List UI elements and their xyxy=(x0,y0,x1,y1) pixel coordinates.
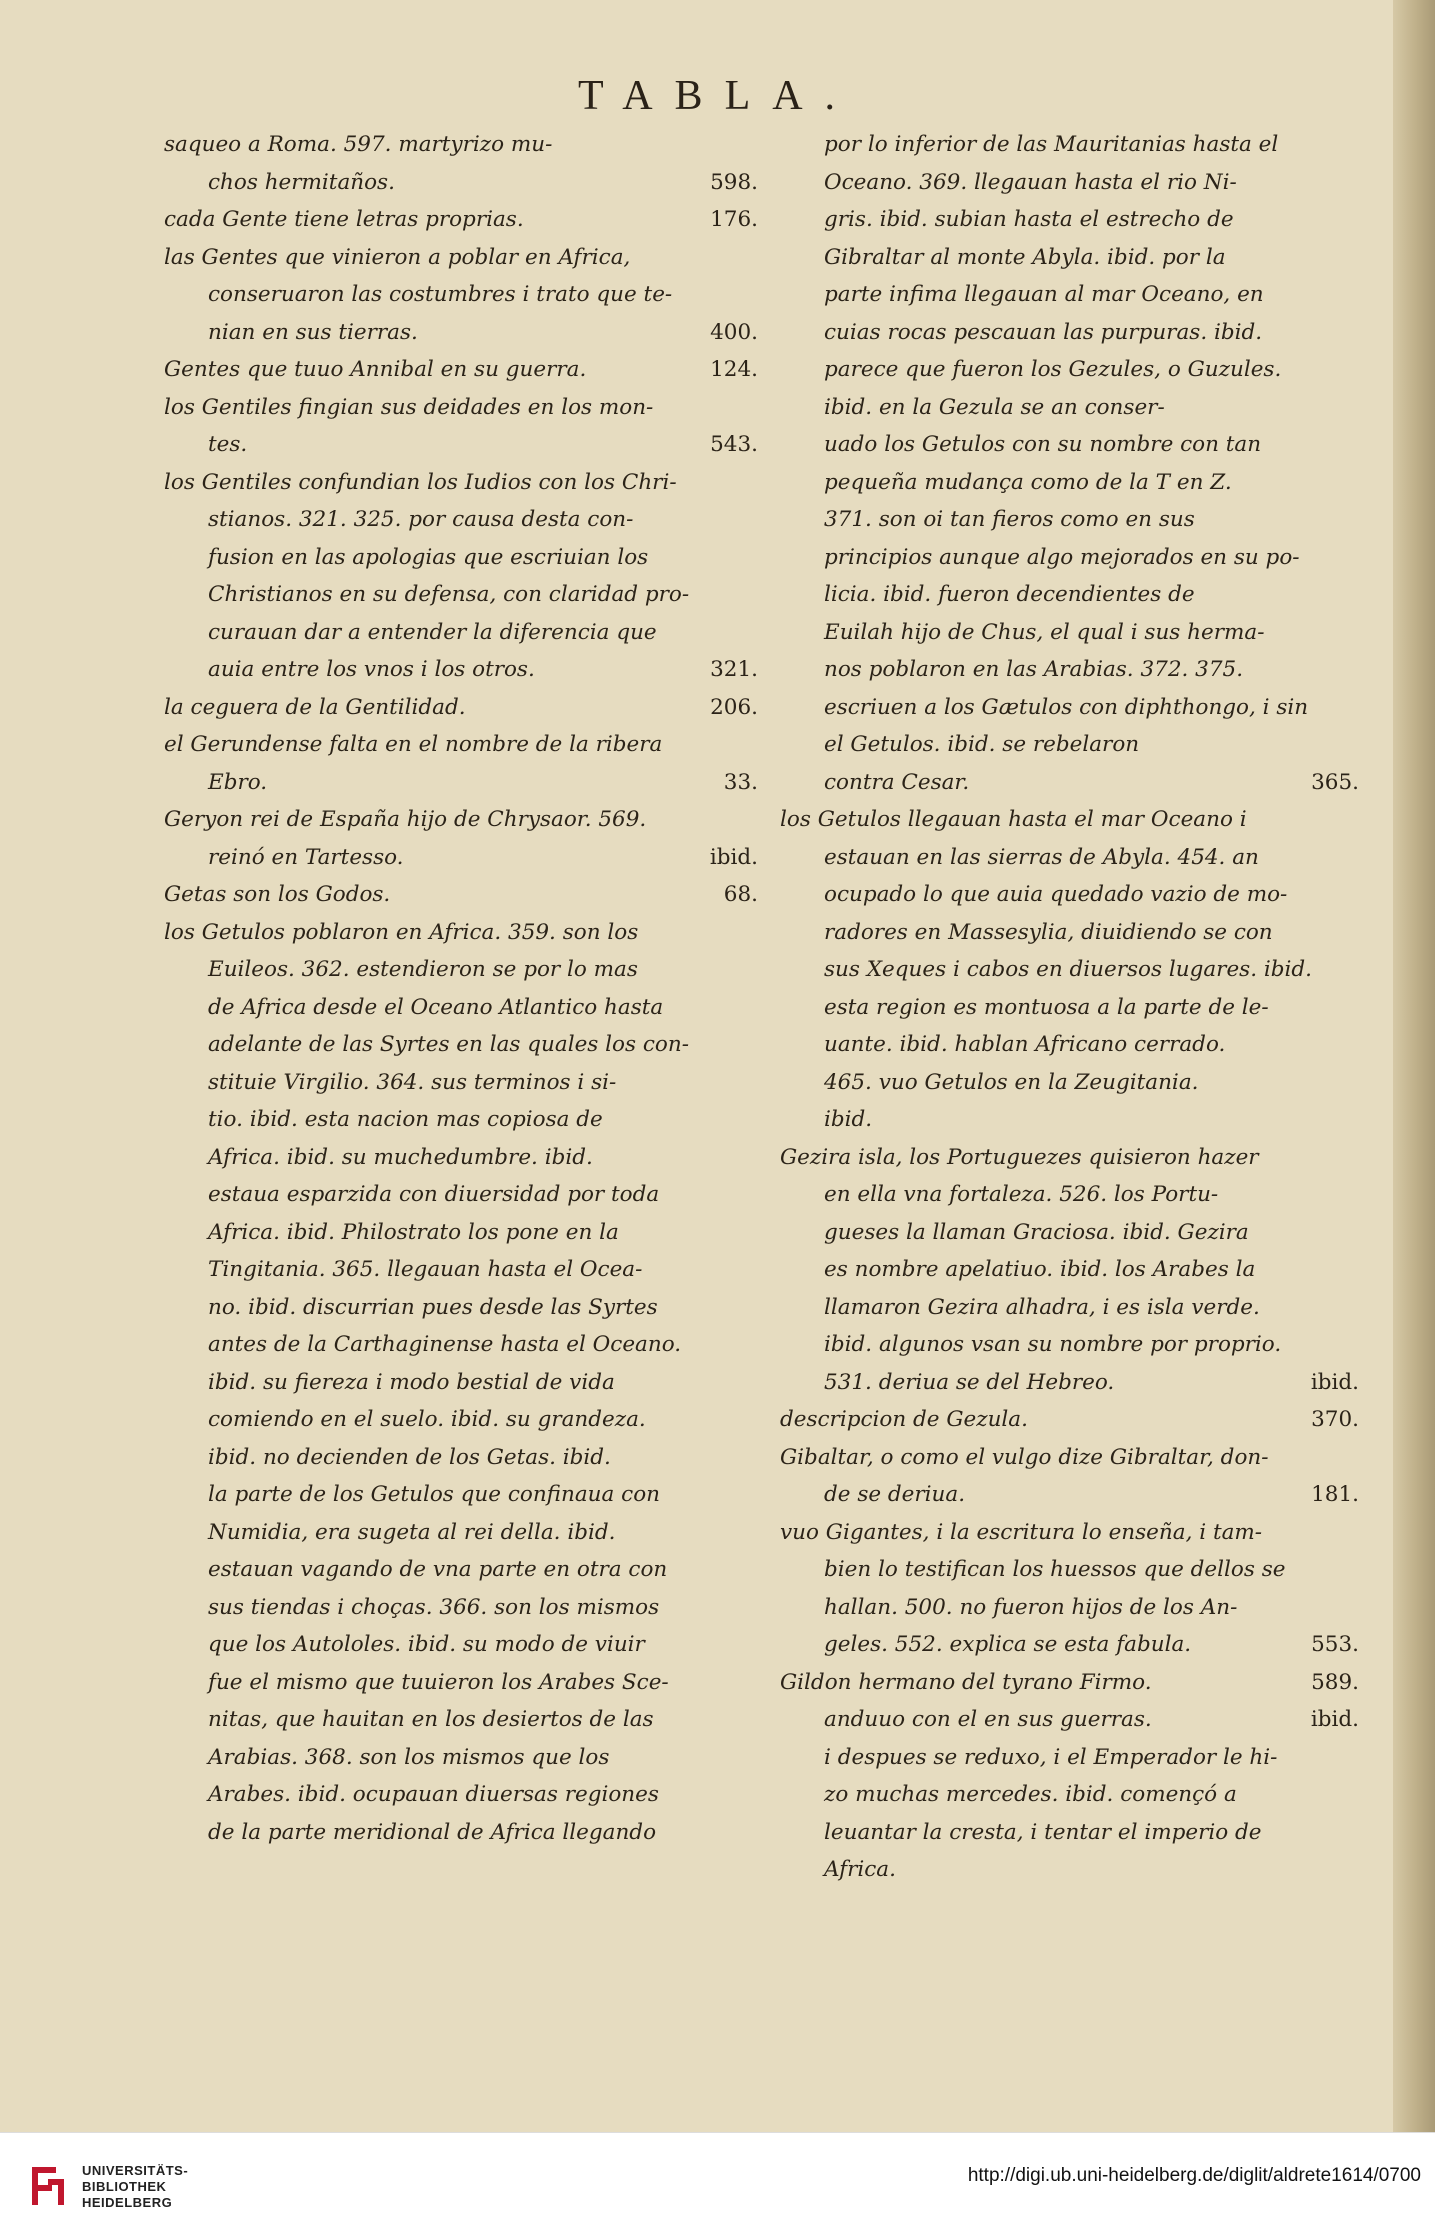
index-line-page-number: 370. xyxy=(1311,1407,1359,1432)
index-line-text: el Getulos. ibid. se rebelaron xyxy=(824,732,1140,757)
index-line xyxy=(164,951,764,989)
index-line-text: licia. ibid. fueron decendientes de xyxy=(824,582,1195,607)
index-line-text: de se deriua. xyxy=(824,1482,966,1507)
index-line xyxy=(164,464,764,502)
index-line xyxy=(164,914,764,952)
index-line-text: Gildon hermano del tyrano Firmo. xyxy=(780,1669,1152,1695)
page-edge-shadow xyxy=(1393,0,1435,2132)
index-line xyxy=(780,239,1365,277)
index-line xyxy=(164,389,764,427)
index-line-text: parece que fueron los Gezules, o Guzules. xyxy=(824,357,1282,382)
index-line-page-number: 33. xyxy=(723,769,758,795)
index-line xyxy=(780,1326,1365,1364)
logo-line: BIBLIOTHEK xyxy=(82,2179,167,2194)
index-line-text: tes. xyxy=(208,432,248,457)
index-line xyxy=(780,614,1365,652)
index-line-text: i despues se reduxo, i el Emperador le hi- xyxy=(824,1744,1278,1770)
index-line xyxy=(164,689,764,727)
index-line-text: chos hermitaños. xyxy=(208,169,395,195)
index-line-text: ibid. algunos vsan su nombre por proprio. xyxy=(824,1332,1282,1357)
index-line-text: uado los Getulos con su nombre con tan xyxy=(824,432,1262,457)
index-line xyxy=(164,1701,764,1739)
index-line-page-number: ibid. xyxy=(709,844,758,870)
index-line xyxy=(164,426,764,464)
index-line-text: Africa. xyxy=(824,1857,896,1882)
index-line xyxy=(780,1289,1365,1327)
source-url[interactable]: http://digi.ub.uni-heidelberg.de/diglit/aldrete1614/0700 xyxy=(967,2165,1421,2186)
index-line-text: cuias rocas pescauan las purpuras. ibid. xyxy=(824,319,1263,345)
index-line xyxy=(780,539,1365,577)
index-line-page-number: 543. xyxy=(710,432,758,457)
index-line-page-number: 124. xyxy=(710,357,758,382)
index-line-text: estaua esparzida con diuersidad por toda xyxy=(208,1182,660,1207)
index-line xyxy=(780,689,1365,727)
index-line xyxy=(164,1101,764,1139)
index-line-text: la ceguera de la Gentilidad. xyxy=(164,694,466,720)
index-line xyxy=(164,764,764,802)
index-line xyxy=(780,1139,1365,1177)
index-line xyxy=(780,1701,1365,1739)
index-line xyxy=(164,1776,764,1814)
index-line-text: uante. ibid. hablan Africano cerrado. xyxy=(824,1032,1226,1057)
index-line xyxy=(780,1364,1365,1402)
index-line xyxy=(780,914,1365,952)
index-line-text: Getas son los Godos. xyxy=(164,882,391,907)
index-line-text: la parte de los Getulos que confinaua con xyxy=(208,1482,661,1507)
index-line-text: los Gentiles confundian los Iudios con los Chri- xyxy=(164,469,677,495)
index-line xyxy=(164,989,764,1027)
page-header: TABLA. xyxy=(577,73,858,119)
index-line xyxy=(164,276,764,314)
index-line-text: Gezira isla, los Portuguezes quisieron hazer xyxy=(780,1144,1259,1170)
index-line-text: 465. vuo Getulos en la Zeugitania. xyxy=(824,1069,1199,1095)
index-line-text: ibid. su fiereza i modo bestial de vida xyxy=(208,1369,615,1395)
index-line-text: 371. son oi tan fieros como en sus xyxy=(824,507,1195,532)
index-line-text: nos poblaron en las Arabias. 372. 375. xyxy=(824,657,1244,682)
index-line xyxy=(164,651,764,689)
index-line-text: bien lo testifican los huessos que dellos se xyxy=(824,1557,1286,1582)
index-line xyxy=(780,501,1365,539)
index-line xyxy=(780,464,1365,502)
library-logo[interactable] xyxy=(14,2153,234,2217)
index-line-text: ibid. xyxy=(824,1107,873,1132)
index-line-page-number: 553. xyxy=(1311,1632,1359,1657)
index-line-text: esta region es montuosa a la parte de le- xyxy=(824,994,1269,1020)
index-line-text: Euilah hijo de Chus, el qual i sus herma- xyxy=(824,619,1265,645)
index-line-text: los Getulos llegauan hasta el mar Oceano i xyxy=(780,807,1247,832)
index-line-text: no. ibid. discurrian pues desde las Syrtes xyxy=(208,1294,658,1320)
index-line xyxy=(780,389,1365,427)
index-line xyxy=(780,1214,1365,1252)
index-line-text: adelante de las Syrtes en las quales los con- xyxy=(208,1032,689,1057)
index-line xyxy=(780,164,1365,202)
index-line-page-number: 589. xyxy=(1311,1669,1359,1695)
index-line-text: ibid. no decienden de los Getas. ibid. xyxy=(208,1444,611,1470)
index-line-page-number: ibid. xyxy=(1310,1369,1359,1395)
index-line xyxy=(780,1439,1365,1477)
index-line-text: estauan vagando de vna parte en otra con xyxy=(208,1557,668,1582)
index-line-text: Gentes que tuuo Annibal en su guerra. xyxy=(164,357,587,382)
index-line-text: comiendo en el suelo. ibid. su grandeza. xyxy=(208,1407,646,1432)
index-line-text: auia entre los vnos i los otros. xyxy=(208,657,535,682)
index-line xyxy=(780,426,1365,464)
index-line xyxy=(780,989,1365,1027)
index-line xyxy=(164,314,764,352)
index-line-text: en ella vna fortaleza. 526. los Portu- xyxy=(824,1182,1219,1207)
index-line xyxy=(780,876,1365,914)
index-line xyxy=(164,126,764,164)
index-line xyxy=(780,651,1365,689)
logo-line: HEIDELBERG xyxy=(82,2195,173,2210)
index-line-page-number: 365. xyxy=(1311,769,1359,795)
library-logo-text xyxy=(82,2163,232,2211)
index-line-text: zo muchas mercedes. ibid. començó a xyxy=(824,1782,1237,1807)
index-line-text: nitas, que hauitan en los desiertos de las xyxy=(208,1707,654,1732)
index-line xyxy=(164,1139,764,1177)
index-line-page-number: 598. xyxy=(710,169,758,195)
index-line xyxy=(780,201,1365,239)
index-line-text: gueses la llaman Graciosa. ibid. Gezira xyxy=(824,1219,1249,1245)
index-line-text: el Gerundense falta en el nombre de la ribera xyxy=(164,732,663,757)
index-line-text: Gibaltar, o como el vulgo dize Gibraltar, don- xyxy=(780,1444,1269,1470)
index-line xyxy=(164,1289,764,1327)
logo-line: UNIVERSITÄTS- xyxy=(82,2163,189,2178)
index-line-text: los Gentiles fingian sus deidades en los mon- xyxy=(164,394,654,420)
index-line-text: llamaron Gezira alhadra, i es isla verde. xyxy=(824,1294,1260,1320)
index-line xyxy=(780,1026,1365,1064)
index-line xyxy=(780,1476,1365,1514)
index-line-text: fue el mismo que tuuieron los Arabes Sce- xyxy=(208,1669,669,1695)
index-line xyxy=(780,1551,1365,1589)
index-line xyxy=(164,1326,764,1364)
index-line xyxy=(780,1664,1365,1702)
index-line xyxy=(164,839,764,877)
index-line xyxy=(780,314,1365,352)
index-line-text: leuantar la cresta, i tentar el imperio de xyxy=(824,1819,1262,1845)
index-line xyxy=(780,726,1365,764)
index-line-text: Ebro. xyxy=(208,769,268,795)
index-line-text: cada Gente tiene letras proprias. xyxy=(164,207,524,232)
index-column-right xyxy=(780,126,1365,1889)
index-line xyxy=(164,1589,764,1627)
index-line-text: por lo inferior de las Mauritanias hasta el xyxy=(824,132,1279,157)
index-line-text: reinó en Tartesso. xyxy=(208,844,404,870)
index-line-page-number: 68. xyxy=(723,882,758,907)
index-line xyxy=(164,801,764,839)
index-line xyxy=(164,1251,764,1289)
index-line xyxy=(164,1401,764,1439)
index-line-text: Numidia, era sugeta al rei della. ibid. xyxy=(208,1519,616,1545)
index-column-left xyxy=(164,126,764,1851)
index-line xyxy=(780,1514,1365,1552)
index-line xyxy=(164,1476,764,1514)
index-line xyxy=(164,164,764,202)
index-line xyxy=(780,576,1365,614)
index-line xyxy=(780,1401,1365,1439)
index-line-text: vuo Gigantes, i la escritura lo enseña, i tam- xyxy=(780,1519,1263,1545)
index-line-text: ocupado lo que auia quedado vazio de mo- xyxy=(824,882,1288,907)
index-line-text: tio. ibid. esta nacion mas copiosa de xyxy=(208,1107,603,1132)
index-line xyxy=(780,126,1365,164)
index-line-text: Christianos en su defensa, con claridad pro- xyxy=(208,582,690,607)
index-line-page-number: 321. xyxy=(710,657,758,682)
index-line xyxy=(164,1514,764,1552)
index-line xyxy=(780,1176,1365,1214)
index-line xyxy=(780,1064,1365,1102)
index-line-text: gris. ibid. subian hasta el estrecho de xyxy=(824,207,1234,232)
index-line-text: antes de la Carthaginense hasta el Oceano. xyxy=(208,1332,682,1357)
index-line xyxy=(780,1776,1365,1814)
index-line xyxy=(164,1551,764,1589)
index-line xyxy=(164,1214,764,1252)
index-line-text: pequeña mudança como de la T en Z. xyxy=(824,469,1232,495)
index-line-text: stituie Virgilio. 364. sus terminos i si- xyxy=(208,1069,617,1095)
index-line xyxy=(780,1626,1365,1664)
index-line xyxy=(164,1064,764,1102)
index-line xyxy=(164,614,764,652)
index-line-text: las Gentes que vinieron a poblar en Africa, xyxy=(164,244,631,270)
index-line-text: conseruaron las costumbres i trato que te- xyxy=(208,282,673,307)
index-line-page-number: 181. xyxy=(1311,1482,1359,1507)
index-line xyxy=(780,764,1365,802)
index-line xyxy=(780,276,1365,314)
index-line xyxy=(780,1814,1365,1852)
index-line-page-number: 400. xyxy=(710,319,758,345)
index-line-text: radores en Massesylia, diuidiendo se con xyxy=(824,919,1273,945)
index-line-text: fusion en las apologias que escriuian los xyxy=(208,544,649,570)
index-line-text: 531. deriua se del Hebreo. xyxy=(824,1369,1115,1395)
index-line-text: contra Cesar. xyxy=(824,769,970,795)
index-line-text: Gibraltar al monte Abyla. ibid. por la xyxy=(824,244,1226,270)
index-line xyxy=(164,1439,764,1477)
index-line-text: Oceano. 369. llegauan hasta el rio Ni- xyxy=(824,169,1237,195)
index-line-text: Geryon rei de España hijo de Chrysaor. 569. xyxy=(164,807,647,832)
index-line-text: descripcion de Gezula. xyxy=(780,1407,1028,1432)
index-line-text: escriuen a los Gætulos con diphthongo, i sin xyxy=(824,694,1309,720)
index-line xyxy=(164,1664,764,1702)
index-line xyxy=(164,726,764,764)
index-line-text: sus Xeques i cabos en diuersos lugares. ibid. xyxy=(824,957,1312,982)
index-line-text: sus tiendas i choças. 366. son los mismos xyxy=(208,1594,660,1620)
index-line-text: Arabias. 368. son los mismos que los xyxy=(208,1744,610,1770)
index-line xyxy=(164,501,764,539)
index-line-text: Tingitania. 365. llegauan hasta el Ocea- xyxy=(208,1257,643,1282)
library-logo-icon xyxy=(18,2159,72,2213)
index-line xyxy=(164,1176,764,1214)
index-line-text: de la parte meridional de Africa llegando xyxy=(208,1819,657,1845)
index-line-text: curauan dar a entender la diferencia que xyxy=(208,619,657,645)
index-line xyxy=(164,201,764,239)
index-line-text: que los Autololes. ibid. su modo de viuir xyxy=(208,1632,645,1657)
index-line-text: Africa. ibid. su muchedumbre. ibid. xyxy=(208,1144,593,1170)
index-line-text: anduuo con el en sus guerras. xyxy=(824,1707,1152,1732)
index-line-text: geles. 552. explica se esta fabula. xyxy=(824,1632,1192,1657)
index-line xyxy=(164,876,764,914)
index-line xyxy=(780,1589,1365,1627)
index-line-text: es nombre apelatiuo. ibid. los Arabes la xyxy=(824,1257,1256,1282)
index-line-text: Arabes. ibid. ocupauan diuersas regiones xyxy=(208,1782,659,1807)
index-line xyxy=(164,1026,764,1064)
index-line-text: parte infima llegauan al mar Oceano, en xyxy=(824,282,1264,307)
index-line xyxy=(164,1814,764,1852)
index-line xyxy=(780,839,1365,877)
viewer-footer xyxy=(0,2132,1435,2236)
index-line-text: estauan en las sierras de Abyla. 454. an xyxy=(824,844,1259,870)
index-line xyxy=(780,1739,1365,1777)
index-line-text: ibid. en la Gezula se an conser- xyxy=(824,394,1165,420)
index-line-text: Africa. ibid. Philostrato los pone en la xyxy=(208,1219,619,1245)
index-line-text: stianos. 321. 325. por causa desta con- xyxy=(208,507,634,532)
index-line-text: hallan. 500. no fueron hijos de los An- xyxy=(824,1594,1238,1620)
index-line-text: de Africa desde el Oceano Atlantico hasta xyxy=(208,994,664,1020)
index-line-page-number: ibid. xyxy=(1310,1707,1359,1732)
index-line xyxy=(164,1739,764,1777)
index-line xyxy=(780,351,1365,389)
index-line xyxy=(780,801,1365,839)
index-line xyxy=(780,951,1365,989)
index-line xyxy=(164,539,764,577)
index-line xyxy=(780,1101,1365,1139)
index-line xyxy=(780,1851,1365,1889)
index-line xyxy=(780,1251,1365,1289)
index-line xyxy=(164,1626,764,1664)
index-line xyxy=(164,576,764,614)
index-line-text: principios aunque algo mejorados en su po- xyxy=(824,544,1300,570)
index-line-text: nian en sus tierras. xyxy=(208,319,418,345)
index-line-text: saqueo a Roma. 597. martyrizo mu- xyxy=(164,132,553,157)
index-line xyxy=(164,1364,764,1402)
index-line-text: los Getulos poblaron en Africa. 359. son los xyxy=(164,919,639,945)
index-line-text: Euileos. 362. estendieron se por lo mas xyxy=(208,957,638,982)
index-line xyxy=(164,239,764,277)
index-line xyxy=(164,351,764,389)
index-line-page-number: 176. xyxy=(710,207,758,232)
index-line-page-number: 206. xyxy=(710,694,758,720)
